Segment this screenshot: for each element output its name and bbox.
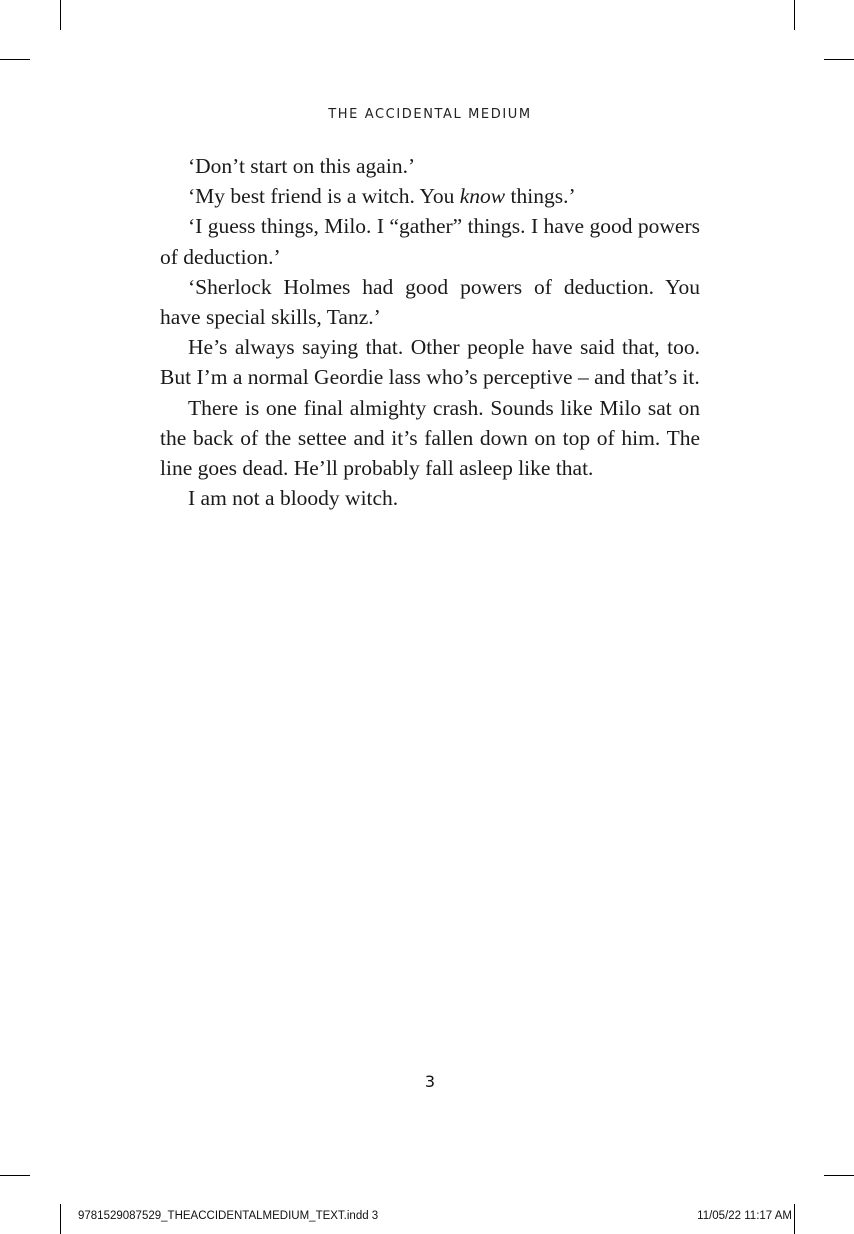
crop-mark-right-bottom (824, 1175, 854, 1176)
crop-mark-top-right (794, 0, 795, 30)
paragraph (160, 181, 700, 211)
body-text (160, 151, 700, 513)
paragraph: ‘Sherlock Holmes had good powers of deduction. You have special skills, Tanz.’ (160, 274, 700, 330)
paragraph-part: things.’ (505, 184, 576, 209)
paragraph: There is one final almighty crash. Sounds like Milo sat on the back of the settee and it’s fallen down on top of him. The line goes dead. He’ll probably fall asleep like that. (160, 395, 700, 481)
emphasis-word: know (459, 184, 506, 209)
paragraph-part: ‘My best friend is a witch. You (188, 184, 460, 209)
page-number: 3 (424, 1072, 436, 1091)
crop-mark-left-top (0, 59, 30, 60)
paragraph: ‘Don’t start on this again.’ (188, 154, 416, 178)
running-head: THE ACCIDENTAL MEDIUM (328, 107, 532, 122)
paragraph: He’s always saying that. Other people have said that, too. But I’m a normal Geordie lass who’s perceptive – and that’s it. (160, 335, 700, 390)
paragraph: ‘I guess things, Milo. I “gather” things. I have good powers of deduction.’ (160, 214, 700, 269)
slug-filename: 9781529087529_THEACCIDENTALMEDIUM_TEXT.indd 3 (78, 1210, 379, 1222)
slug-timestamp: 11/05/22 11:17 AM (697, 1210, 792, 1222)
crop-mark-left-bottom (0, 1175, 30, 1176)
crop-mark-top-left (60, 0, 61, 30)
paragraph: I am not a bloody witch. (188, 486, 399, 511)
crop-mark-right-top (824, 59, 854, 60)
crop-mark-bottom-right (794, 1204, 795, 1234)
crop-mark-bottom-left (60, 1204, 61, 1234)
